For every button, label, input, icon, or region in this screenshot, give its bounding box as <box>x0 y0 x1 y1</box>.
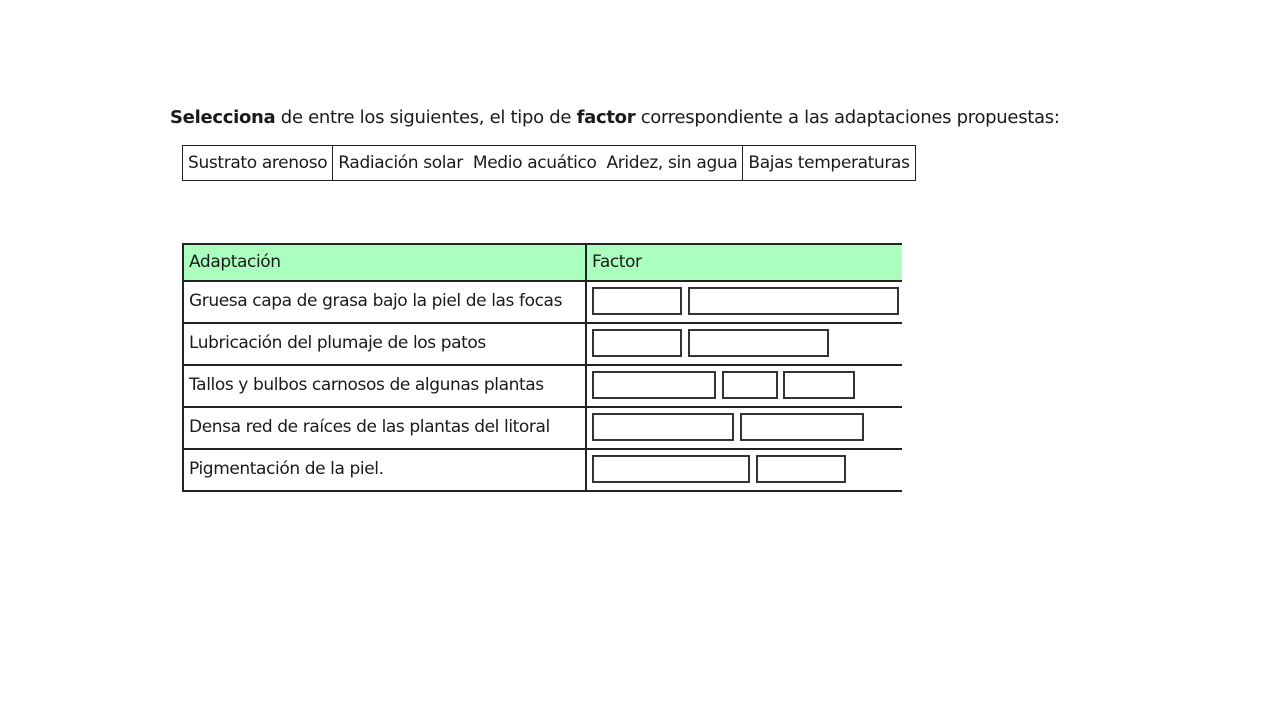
factor-cell <box>587 366 902 406</box>
instruction-text-part-2: correspondiente a las adaptaciones propuestas: <box>635 107 1060 128</box>
factor-cell <box>587 450 902 490</box>
table-row <box>184 282 902 324</box>
table-row <box>184 450 902 492</box>
answer-blank[interactable] <box>592 287 682 315</box>
answer-blank[interactable] <box>592 371 716 399</box>
adaptation-cell: Pigmentación de la piel. <box>184 450 587 490</box>
factor-options-bank <box>182 145 916 181</box>
table-header-row <box>184 245 902 282</box>
answer-blank[interactable] <box>756 455 846 483</box>
header-adaptation: Adaptación <box>184 245 587 280</box>
answer-blank[interactable] <box>783 371 855 399</box>
adaptation-cell: Lubricación del plumaje de los patos <box>184 324 587 364</box>
table-row <box>184 408 902 450</box>
option-medio-acuatico[interactable]: Medio acuático <box>472 153 597 173</box>
option-radiacion-solar[interactable]: Radiación solar <box>338 153 463 173</box>
answer-blank[interactable] <box>592 413 734 441</box>
adaptation-cell: Gruesa capa de grasa bajo la piel de las focas <box>184 282 587 322</box>
table-row <box>184 366 902 408</box>
answer-blank[interactable] <box>592 329 682 357</box>
factor-cell <box>587 408 902 448</box>
adaptation-cell: Tallos y bulbos carnosos de algunas plantas <box>184 366 587 406</box>
header-factor: Factor <box>592 252 642 272</box>
instruction-bold-factor: factor <box>576 107 636 128</box>
answer-blank[interactable] <box>740 413 864 441</box>
answer-blank[interactable] <box>592 455 750 483</box>
instruction-text-part-1: de entre los siguientes, el tipo de <box>275 107 577 128</box>
adaptation-factor-table <box>182 243 902 492</box>
factor-cell <box>587 282 902 322</box>
option-aridez-sin-agua[interactable]: Aridez, sin agua <box>602 146 744 180</box>
factor-cell <box>587 324 902 364</box>
answer-blank[interactable] <box>722 371 778 399</box>
option-sustrato-arenoso[interactable]: Sustrato arenoso <box>183 146 333 180</box>
adaptation-cell: Densa red de raíces de las plantas del litoral <box>184 408 587 448</box>
instruction-text <box>170 106 1060 130</box>
table-row <box>184 324 902 366</box>
answer-blank[interactable] <box>688 329 829 357</box>
answer-blank[interactable] <box>688 287 899 315</box>
option-bajas-temperaturas[interactable]: Bajas temperaturas <box>748 153 910 173</box>
instruction-bold-select: Selecciona <box>170 107 276 128</box>
